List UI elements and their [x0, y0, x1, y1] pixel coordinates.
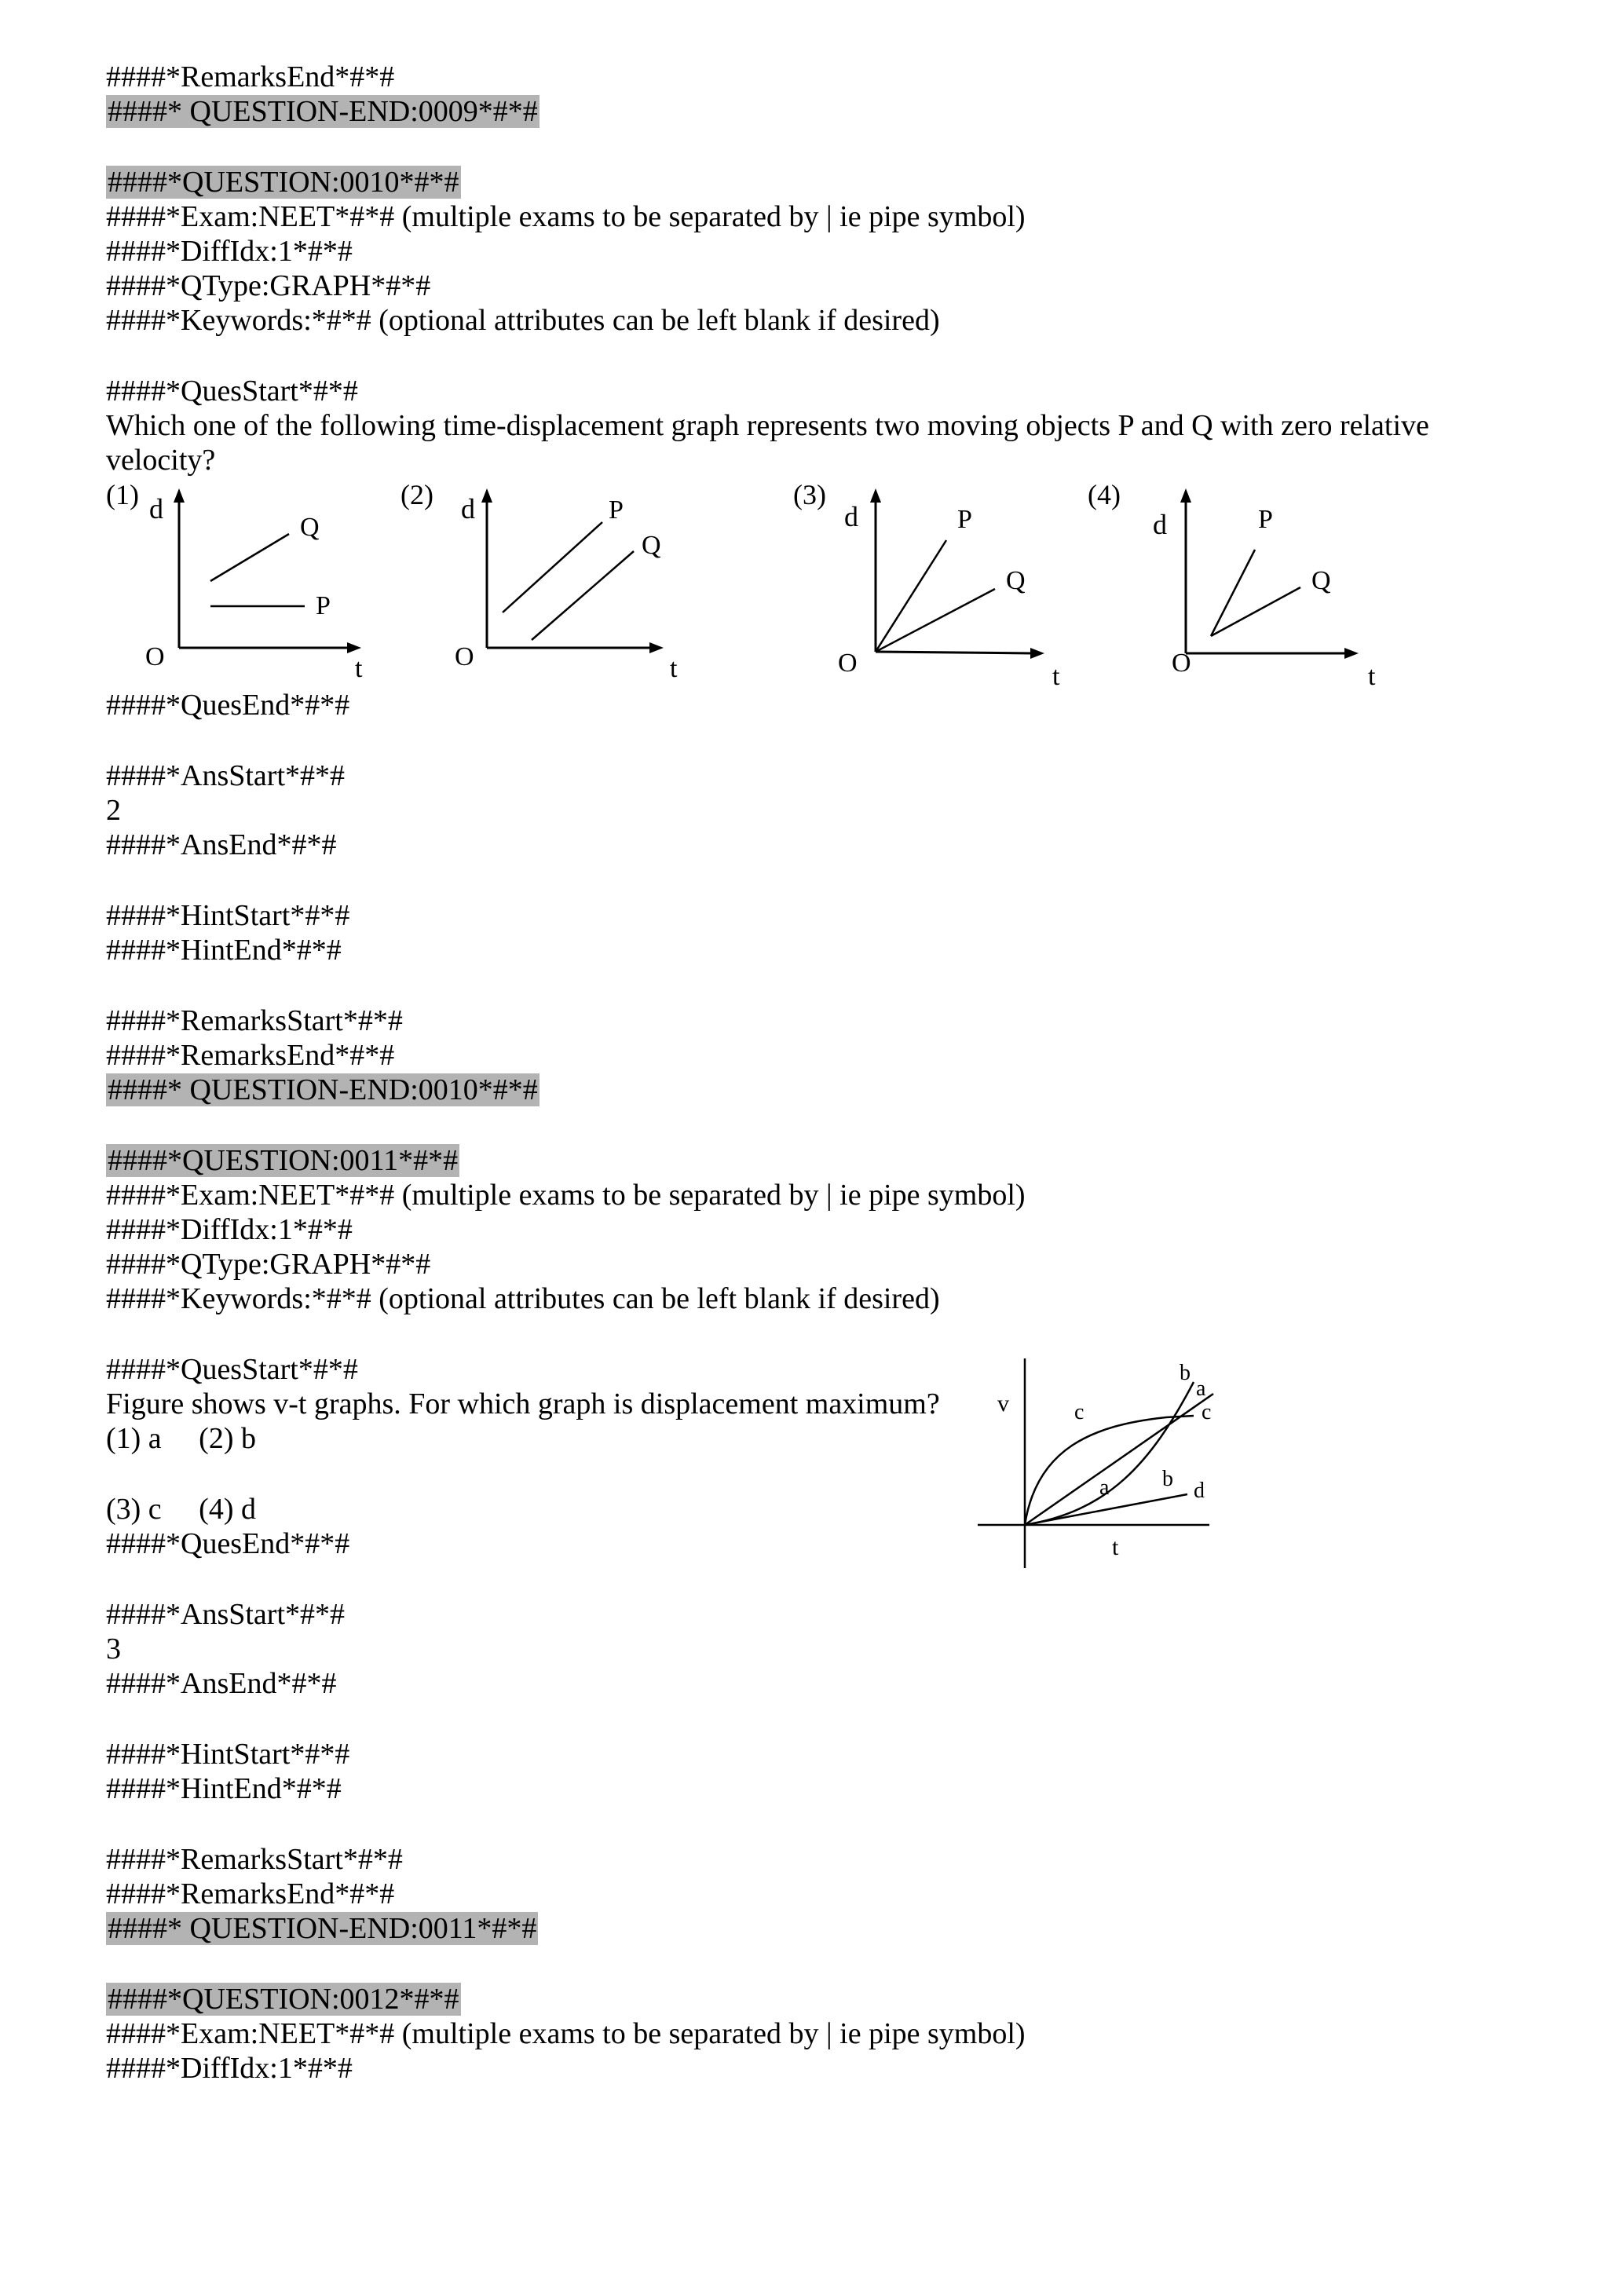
label-q: Q	[642, 531, 661, 560]
label-a-top: a	[1196, 1377, 1206, 1401]
hint-end-marker: ####*HintEnd*#*#	[106, 1772, 342, 1805]
label-q: Q	[1311, 566, 1331, 595]
label-a: a	[1099, 1475, 1110, 1500]
label-d: d	[1194, 1479, 1205, 1503]
option-number: (3)	[793, 479, 826, 510]
ques-start-marker: ####*QuesStart*#*#	[106, 375, 358, 408]
question-end-marker: ####* QUESTION-END:0011*#*#	[108, 1912, 537, 1945]
remarks-end-marker: ####*RemarksEnd*#*#	[106, 1877, 395, 1910]
option-graph-4	[1084, 479, 1398, 691]
option-number: (2)	[401, 479, 433, 510]
x-axis-label: t	[1368, 662, 1376, 691]
remarks-start-marker: ####*RemarksStart*#*#	[106, 1004, 403, 1037]
origin-label: O	[838, 649, 858, 678]
remarks-start-marker: ####*RemarksStart*#*#	[106, 1843, 403, 1876]
question-start-marker: ####*QUESTION:0010*#*#	[108, 166, 459, 199]
question-text: Figure shows v-t graphs. For which graph is displacement maximum?	[106, 1387, 940, 1420]
label-p: P	[609, 495, 624, 525]
x-axis-label: t	[1112, 1534, 1119, 1560]
ans-end-marker: ####*AnsEnd*#*#	[106, 828, 337, 861]
hint-start-marker: ####*HintStart*#*#	[106, 899, 350, 932]
curve-a	[1025, 1394, 1213, 1525]
keywords-line: ####*Keywords:*#*# (optional attributes can be left blank if desired)	[106, 1282, 940, 1315]
diffidx-line: ####*DiffIdx:1*#*#	[106, 235, 353, 268]
answer-value: 2	[106, 794, 121, 827]
label-c: c	[1074, 1400, 1084, 1424]
label-q: Q	[300, 513, 320, 542]
option-graph-1	[102, 479, 385, 687]
label-q: Q	[1006, 566, 1026, 595]
exam-line: ####*Exam:NEET*#*# (multiple exams to be separated by | ie pipe symbol)	[106, 200, 1026, 233]
exam-line: ####*Exam:NEET*#*# (multiple exams to be separated by | ie pipe symbol)	[106, 1179, 1026, 1212]
question-end-marker: ####* QUESTION-END:0009*#*#	[108, 95, 538, 128]
ques-end-marker: ####*QuesEnd*#*#	[106, 1527, 350, 1560]
options-row-2: (3) c (4) d	[106, 1493, 256, 1526]
y-axis-label: d	[461, 493, 475, 525]
remarks-end-marker: ####*RemarksEnd*#*#	[106, 60, 395, 93]
exam-line: ####*Exam:NEET*#*# (multiple exams to be separated by | ie pipe symbol)	[106, 2017, 1026, 2050]
label-p: P	[1258, 505, 1273, 534]
keywords-line: ####*Keywords:*#*# (optional attributes can be left blank if desired)	[106, 304, 940, 337]
option-graph-3	[789, 479, 1088, 691]
options-row-1: (1) a (2) b	[106, 1422, 256, 1455]
origin-label: O	[145, 642, 165, 671]
line-q	[532, 551, 634, 640]
y-axis-label: d	[1153, 509, 1167, 540]
vt-graph-figure	[974, 1355, 1225, 1574]
hint-start-marker: ####*HintStart*#*#	[106, 1738, 350, 1771]
question-text: Which one of the following time-displacement graph represents two moving objects P and Q with zero relative	[106, 409, 1429, 442]
ans-start-marker: ####*AnsStart*#*#	[106, 1598, 345, 1631]
qtype-line: ####*QType:GRAPH*#*#	[106, 1248, 431, 1281]
y-axis-label: v	[997, 1391, 1009, 1417]
x-axis-label: t	[355, 654, 363, 683]
x-axis-label: t	[1052, 662, 1060, 691]
remarks-end-marker: ####*RemarksEnd*#*#	[106, 1039, 395, 1072]
line-q	[876, 589, 995, 652]
label-p: P	[957, 505, 972, 534]
line-p	[503, 522, 602, 612]
label-b-top: b	[1180, 1361, 1191, 1385]
question-end-marker: ####* QUESTION-END:0010*#*#	[108, 1073, 538, 1106]
answer-value: 3	[106, 1632, 121, 1665]
option-number: (1)	[106, 479, 139, 510]
hint-end-marker: ####*HintEnd*#*#	[106, 934, 342, 967]
qtype-line: ####*QType:GRAPH*#*#	[106, 269, 431, 302]
diffidx-line: ####*DiffIdx:1*#*#	[106, 1213, 353, 1246]
question-text-cont: velocity?	[106, 444, 216, 477]
ans-end-marker: ####*AnsEnd*#*#	[106, 1667, 337, 1700]
question-start-marker: ####*QUESTION:0012*#*#	[108, 1983, 459, 2016]
y-axis-label: d	[149, 493, 163, 525]
line-q	[210, 534, 289, 581]
question-start-marker: ####*QUESTION:0011*#*#	[108, 1144, 459, 1177]
origin-label: O	[455, 642, 474, 671]
label-b: b	[1162, 1467, 1173, 1491]
ans-start-marker: ####*AnsStart*#*#	[106, 759, 345, 792]
option-graph-2	[397, 479, 695, 687]
ques-end-marker: ####*QuesEnd*#*#	[106, 689, 350, 722]
label-c-right: c	[1202, 1400, 1212, 1424]
y-axis-label: d	[844, 501, 858, 532]
line-p	[876, 540, 946, 652]
x-axis-label: t	[670, 654, 678, 683]
ques-start-marker: ####*QuesStart*#*#	[106, 1353, 358, 1386]
diffidx-line: ####*DiffIdx:1*#*#	[106, 2052, 353, 2085]
option-number: (4)	[1088, 479, 1121, 510]
origin-label: O	[1172, 649, 1191, 678]
label-p: P	[316, 591, 331, 620]
curve-b	[1025, 1382, 1194, 1525]
